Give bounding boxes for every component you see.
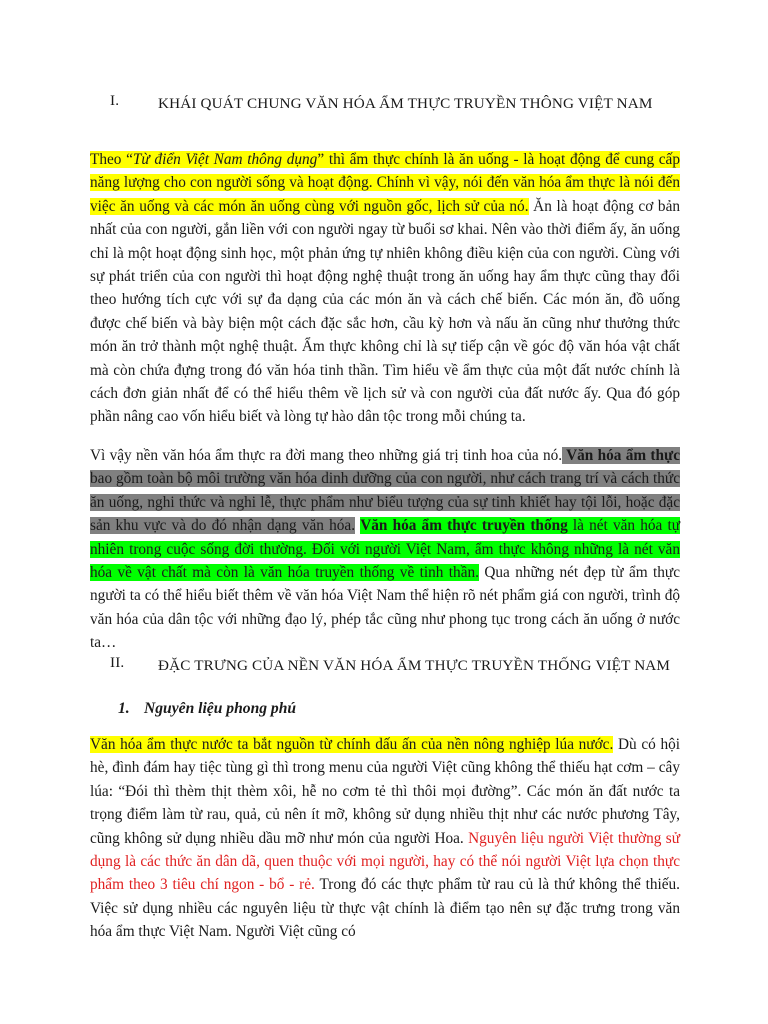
highlight-gray: Văn hóa ẩm thực bao gồm toàn bộ môi trường văn hóa dinh dưỡng của con người, như cách trang trí và cách thức ăn uống, nghi thức và nghi lễ, thực phẩm như biểu tượng của sự tinh khiết hay tội lỗi, hoặc đặc sản khu vực và do đó nhận dạng văn hóa. xyxy=(90,447,680,535)
subsection-text: Nguyên liệu phong phú xyxy=(144,700,297,717)
heading-number: II. xyxy=(110,654,125,671)
dictionary-title: Từ điển Việt Nam thông dụng xyxy=(132,151,318,168)
heading-text: KHÁI QUÁT CHUNG VĂN HÓA ẨM THỰC TRUYỀN THÔNG VIỆT NAM xyxy=(158,95,653,112)
term-traditional-culinary-culture: Văn hóa ẩm thực truyền thống xyxy=(360,517,568,535)
highlight-yellow: Văn hóa ẩm thực nước ta bắt nguồn từ chính dấu ấn của nền nông nghiệp lúa nước. xyxy=(90,736,614,753)
highlight-yellow: Theo “Từ điển Việt Nam thông dụng” thì ẩm thực chính là ăn uống - là hoạt động để cung cấp năng lượng cho con người sống và hoạt động. Chính vì vậy, nói đến văn hóa ẩm thực là nói đến việc ăn uống và các món ăn uống cùng với nguồn gốc, lịch sử của nó. xyxy=(90,151,680,215)
heading-number: I. xyxy=(110,92,120,109)
heading-text: ĐẶC TRƯNG CỦA NỀN VĂN HÓA ẨM THỰC TRUYỀN THỐNG VIỆT NAM xyxy=(158,657,671,674)
paragraph-1: Theo “Từ điển Việt Nam thông dụng” thì ẩm thực chính là ăn uống - là hoạt động để cung cấp năng lượng cho con người sống và hoạt động. Chính vì vậy, nói đến văn hóa ẩm thực là nói đến việc ăn uống và các món ăn uống cùng với nguồn gốc, lịch sử của nó. Ăn là hoạt động cơ bản nhất của con người, gắn liền với con người ngay từ buổi sơ khai. Nên vào thời điểm ấy, ăn uống chỉ là một hoạt động sinh học, một phản ứng tự nhiên không điều kiện của con người. Cùng với sự phát triển của con người thì hoạt động nghệ thuật trong ăn uống hay ẩm thực cũng thay đổi theo hướng tích cực với sự đa dạng của các món ăn và cách chế biến. Các món ăn, đồ uống được chế biến và bày biện một cách đặc sắc hơn, cầu kỳ hơn và nấu ăn cũng như thưởng thức món ăn trở thành một nghệ thuật. Ẩm thực không chỉ là sự tiếp cận về góc độ văn hóa vật chất mà còn chứa đựng trong đó văn hóa tinh thần. Tìm hiểu về ẩm thực của một đất nước chính là cách đơn giản nhất để có thể hiểu thêm về lịch sử và con người của đất nước ấy. Qua đó góp phần nâng cao vốn hiểu biết và lòng tự hào dân tộc trong mỗi chúng ta. xyxy=(90,151,681,426)
red-text: Nguyên liệu người Việt thường sử dụng là các thức ăn dân dã, quen thuộc với mọi người, hay có thể nói người Việt lựa chọn thực phẩm theo 3 tiêu chí ngon - bổ - rẻ. xyxy=(90,829,681,894)
subsection-number: 1. xyxy=(118,700,130,717)
highlight-green: Văn hóa ẩm thực truyền thống là nét văn hóa tự nhiên trong cuộc sống đời thường. Đối với người Việt Nam, ẩm thực không những là nét văn hóa về vật chất mà còn là văn hóa truyền thống về tinh thần. xyxy=(90,517,681,582)
subsection-heading-1 xyxy=(118,700,296,718)
paragraph-3: Văn hóa ẩm thực nước ta bắt nguồn từ chính dấu ấn của nền nông nghiệp lúa nước. Dù có hội hè, đình đám hay tiệc tùng gì thì trong menu của người Việt cũng không thể thiếu hạt cơm – cây lúa: “Đói thì thèm thịt thèm xôi, hễ no cơm tẻ thì thôi mọi đường”. Các món ăn đất nước ta trọng điểm làm từ rau, quả, củ nên ít mỡ, không sử dụng nhiều thịt như các nước phương Tây, cũng không sử dụng nhiều dầu mỡ như món của người Hoa. Nguyên liệu người Việt thường sử dụng là các thức ăn dân dã, quen thuộc với mọi người, hay có thể nói người Việt lựa chọn thực phẩm theo 3 tiêu chí ngon - bổ - rẻ. Trong đó các thực phẩm từ rau củ là thứ không thể thiếu. Việc sử dụng nhiều các nguyên liệu từ thực vật chính là điểm tạo nên sự đặc trưng trong văn hóa ẩm thực Việt Nam. Người Việt cũng có xyxy=(90,736,681,941)
term-culinary-culture: Văn hóa ẩm thực xyxy=(562,447,680,464)
paragraph-2: Vì vậy nền văn hóa ẩm thực ra đời mang theo những giá trị tinh hoa của nó. Văn hóa ẩm thực bao gồm toàn bộ môi trường văn hóa dinh dưỡng của con người, như cách trang trí và cách thức ăn uống, nghi thức và nghi lễ, thực phẩm như biểu tượng của sự tinh khiết hay tội lỗi, hoặc đặc sản khu vực và do đó nhận dạng văn hóa. Văn hóa ẩm thực truyền thống là nét văn hóa tự nhiên trong cuộc sống đời thường. Đối với người Việt Nam, ẩm thực không những là nét văn hóa về vật chất mà còn là văn hóa truyền thống về tinh thần. Qua những nét đẹp từ ẩm thực người ta có thể hiểu biết thêm về văn hóa Việt Nam thể hiện rõ nét phẩm giá con người, trình độ văn hóa của dân tộc với những đạo lý, phép tắc cũng như phong tục trong cách ăn uống ở nước ta… xyxy=(90,447,681,652)
